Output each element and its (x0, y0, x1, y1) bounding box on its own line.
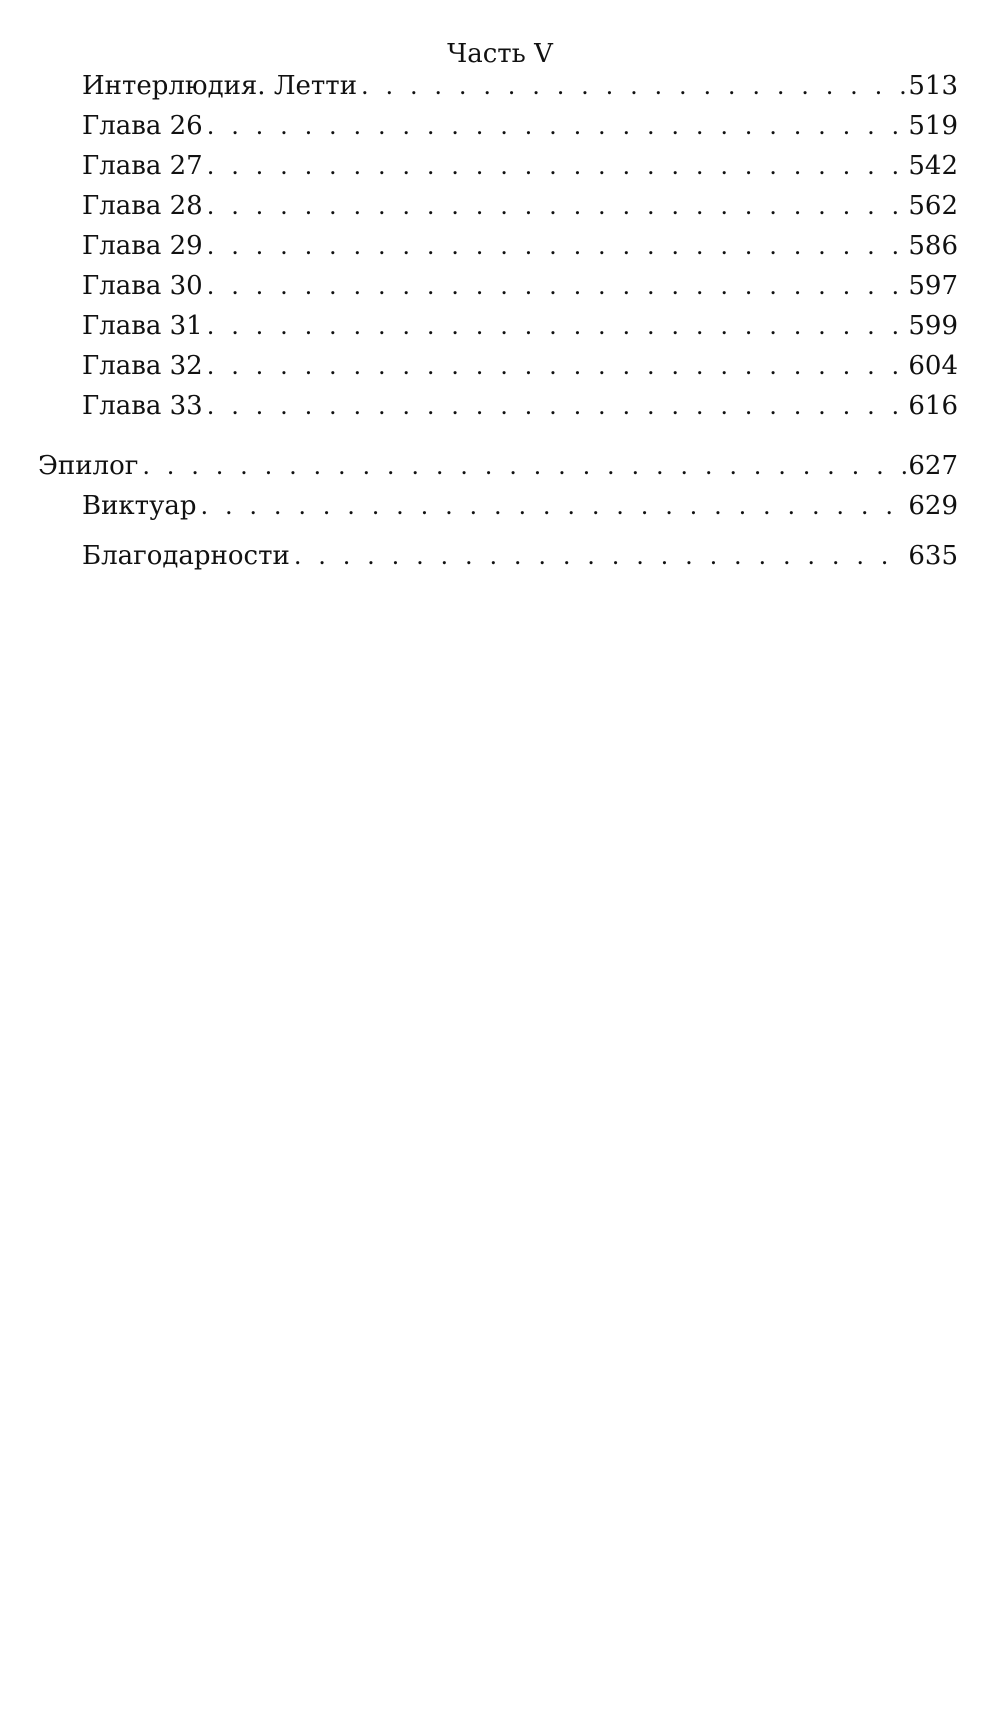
dot-leader (207, 146, 907, 186)
dot-leader (142, 446, 906, 486)
toc-entry-title: Виктуар (82, 491, 197, 521)
toc-entry-title: Глава 28 (82, 191, 203, 221)
toc-entry-victoire[interactable] (82, 486, 958, 526)
toc-entry-interlude[interactable] (82, 66, 958, 106)
toc-entry-title: Эпилог (38, 451, 139, 481)
toc-entry-page: 635 (908, 541, 958, 571)
toc-entry-chapter-28[interactable] (82, 186, 958, 226)
toc-entry-title: Глава 26 (82, 111, 203, 141)
toc-entry-title: Глава 31 (82, 311, 203, 341)
toc-entry-page: 519 (908, 111, 958, 141)
toc-entry-page: 604 (908, 351, 958, 381)
toc-entry-title: Глава 27 (82, 151, 203, 181)
dot-leader (201, 486, 907, 526)
dot-leader (207, 186, 907, 226)
toc-entry-title: Глава 30 (82, 271, 203, 301)
toc-entry-page: 513 (908, 71, 958, 101)
dot-leader (207, 266, 907, 306)
toc-entry-chapter-26[interactable] (82, 106, 958, 146)
toc-entry-title: Глава 32 (82, 351, 203, 381)
toc-entry-chapter-30[interactable] (82, 266, 958, 306)
toc-entry-page: 562 (908, 191, 958, 221)
dot-leader (207, 306, 907, 346)
toc-entry-chapter-29[interactable] (82, 226, 958, 266)
toc-entry-title: Благодарности (82, 541, 290, 571)
dot-leader (294, 536, 907, 576)
dot-leader (361, 66, 906, 106)
dot-leader (207, 226, 907, 266)
toc-entry-page: 629 (908, 491, 958, 521)
dot-leader (207, 346, 907, 386)
dot-leader (207, 386, 907, 426)
toc-entry-title: Глава 33 (82, 391, 203, 421)
toc-entry-chapter-32[interactable] (82, 346, 958, 386)
toc-entry-chapter-27[interactable] (82, 146, 958, 186)
toc-entry-title: Интерлюдия. Летти (82, 71, 358, 101)
toc-entry-page: 542 (908, 151, 958, 181)
dot-leader (207, 106, 907, 146)
toc-entry-page: 627 (908, 451, 958, 481)
toc-entry-title: Глава 29 (82, 231, 203, 261)
toc-entry-acknowledgements[interactable] (82, 536, 958, 576)
toc-entry-page: 599 (908, 311, 958, 341)
toc-entry-epilogue[interactable] (38, 446, 958, 486)
toc-entry-page: 616 (908, 391, 958, 421)
part-title: Часть V (447, 39, 553, 69)
toc-entry-chapter-31[interactable] (82, 306, 958, 346)
toc-entry-chapter-33[interactable] (82, 386, 958, 426)
toc-entry-page: 597 (908, 271, 958, 301)
toc-entry-page: 586 (908, 231, 958, 261)
